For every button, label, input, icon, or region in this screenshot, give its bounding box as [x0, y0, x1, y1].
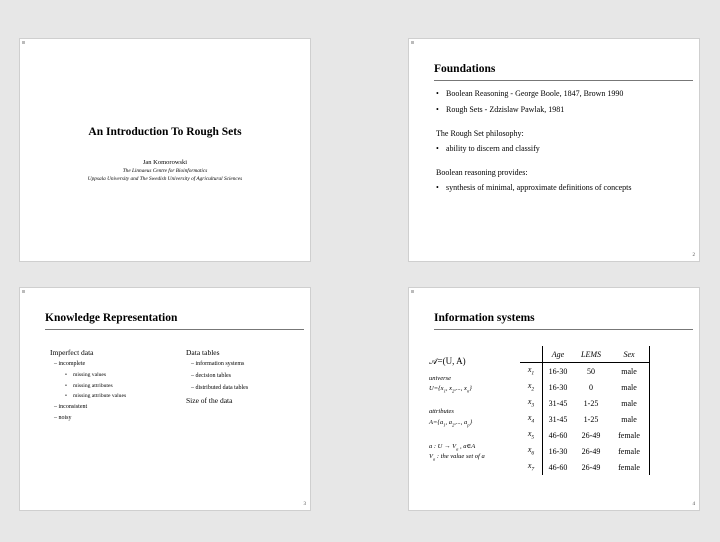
slide-2 — [408, 38, 700, 262]
sex-cell: male — [609, 411, 650, 427]
header-lems: LEMS — [573, 346, 609, 363]
corner-cell — [520, 346, 543, 363]
header-sex: Sex — [609, 346, 650, 363]
slide-1-title: An Introduction To Rough Sets — [88, 126, 242, 138]
system-label: 𝒜=(U, A) — [429, 356, 466, 366]
slide-3 — [19, 287, 311, 511]
sex-cell: female — [609, 459, 650, 475]
table-row — [520, 363, 650, 380]
universe-def: $U=\{x_1$, $x_2$,..., $x_n$} — [429, 385, 472, 394]
list-subitem: • missing attributes — [73, 383, 113, 389]
row-id: $x_4$ — [520, 411, 543, 427]
table-header-row — [520, 346, 650, 363]
row-id: $x_3$ — [520, 395, 543, 411]
row-id: $x_7$ — [520, 459, 543, 475]
mapping-def: a : $U \to V_a$ , a∈A — [429, 443, 476, 452]
age-cell: 16-30 — [548, 366, 568, 376]
page-number: 4 — [692, 502, 695, 507]
slide-1 — [19, 38, 311, 262]
row-id: $x_1$ — [520, 363, 543, 380]
bullet-item: • Boolean Reasoning - George Boole, 1847, Brown 1990 — [446, 89, 623, 98]
list-item: – incomplete — [54, 361, 86, 367]
list-subitem: • missing attribute values — [73, 393, 126, 399]
sex-cell: male — [609, 363, 650, 380]
row-id: $x_6$ — [520, 443, 543, 459]
sex-cell: female — [609, 443, 650, 459]
affiliation-1: The Linnaeus Centre for Bioinformatics — [122, 168, 208, 174]
information-table — [520, 346, 650, 475]
lems-cell: 26-49 — [581, 430, 601, 440]
corner-mark — [22, 41, 25, 44]
age-cell: 16-30 — [548, 446, 568, 456]
list-item: – distributed data tables — [191, 385, 249, 391]
table-row — [520, 379, 650, 395]
value-set-def: $V_a$ : the value set of a — [429, 453, 485, 462]
author: Jan Komorowski — [142, 159, 188, 166]
list-item: – inconsistent — [54, 404, 88, 410]
universe-label: universe — [429, 375, 452, 382]
list-item: – noisy — [54, 415, 72, 421]
corner-mark — [22, 290, 25, 293]
table-row — [520, 427, 650, 443]
slide-3-title: Knowledge Representation — [45, 312, 178, 324]
table-row — [520, 459, 650, 475]
slide-4 — [408, 287, 700, 511]
bullet-item: • ability to discern and classify — [446, 144, 540, 153]
lems-cell: 1-25 — [583, 398, 599, 408]
row-id: $x_5$ — [520, 427, 543, 443]
slide-2-title: Foundations — [434, 63, 496, 75]
row-id: $x_2$ — [520, 379, 543, 395]
table-row — [520, 443, 650, 459]
slide-4-title: Information systems — [434, 312, 535, 324]
table-row — [520, 411, 650, 427]
corner-mark — [411, 290, 414, 293]
sex-cell: male — [609, 379, 650, 395]
title-rule — [434, 329, 693, 330]
attributes-label: attributes — [429, 408, 454, 415]
right-heading: Data tables — [186, 348, 220, 357]
left-heading: Imperfect data — [50, 348, 94, 357]
age-cell: 16-30 — [548, 382, 568, 392]
age-cell: 31-45 — [548, 414, 568, 424]
age-cell: 31-45 — [548, 398, 568, 408]
lems-cell: 50 — [587, 366, 595, 376]
lems-cell: 26-49 — [581, 446, 601, 456]
lems-cell: 26-49 — [581, 462, 601, 472]
page-number: 3 — [303, 502, 306, 507]
age-cell: 46-60 — [548, 462, 568, 472]
page-number: 2 — [692, 253, 695, 258]
lems-cell: 1-25 — [583, 414, 599, 424]
list-item: – information systems — [191, 361, 245, 367]
age-cell: 46-60 — [548, 430, 568, 440]
corner-mark — [411, 41, 414, 44]
header-age: Age — [543, 346, 574, 363]
section-heading: The Rough Set philosophy: — [436, 129, 524, 138]
affiliation-2: Uppsala University and The Swedish University of Agricultural Sciences — [87, 176, 243, 182]
attributes-def: $A=\{a_1$, $a_2$,..., $a_p$} — [429, 419, 473, 428]
bullet-item: • Rough Sets - Zdzislaw Pawlak, 1981 — [446, 105, 564, 114]
title-rule — [434, 80, 693, 81]
sex-cell: male — [609, 395, 650, 411]
list-item: – decision tables — [191, 373, 231, 379]
sex-cell: female — [609, 427, 650, 443]
table-row — [520, 395, 650, 411]
section-heading: Boolean reasoning provides: — [436, 168, 528, 177]
list-subitem: • missing values — [73, 372, 106, 378]
bullet-item: • synthesis of minimal, approximate definitions of concepts — [446, 183, 632, 192]
title-rule — [45, 329, 304, 330]
lems-cell: 0 — [589, 382, 593, 392]
size-heading: Size of the data — [186, 396, 233, 405]
